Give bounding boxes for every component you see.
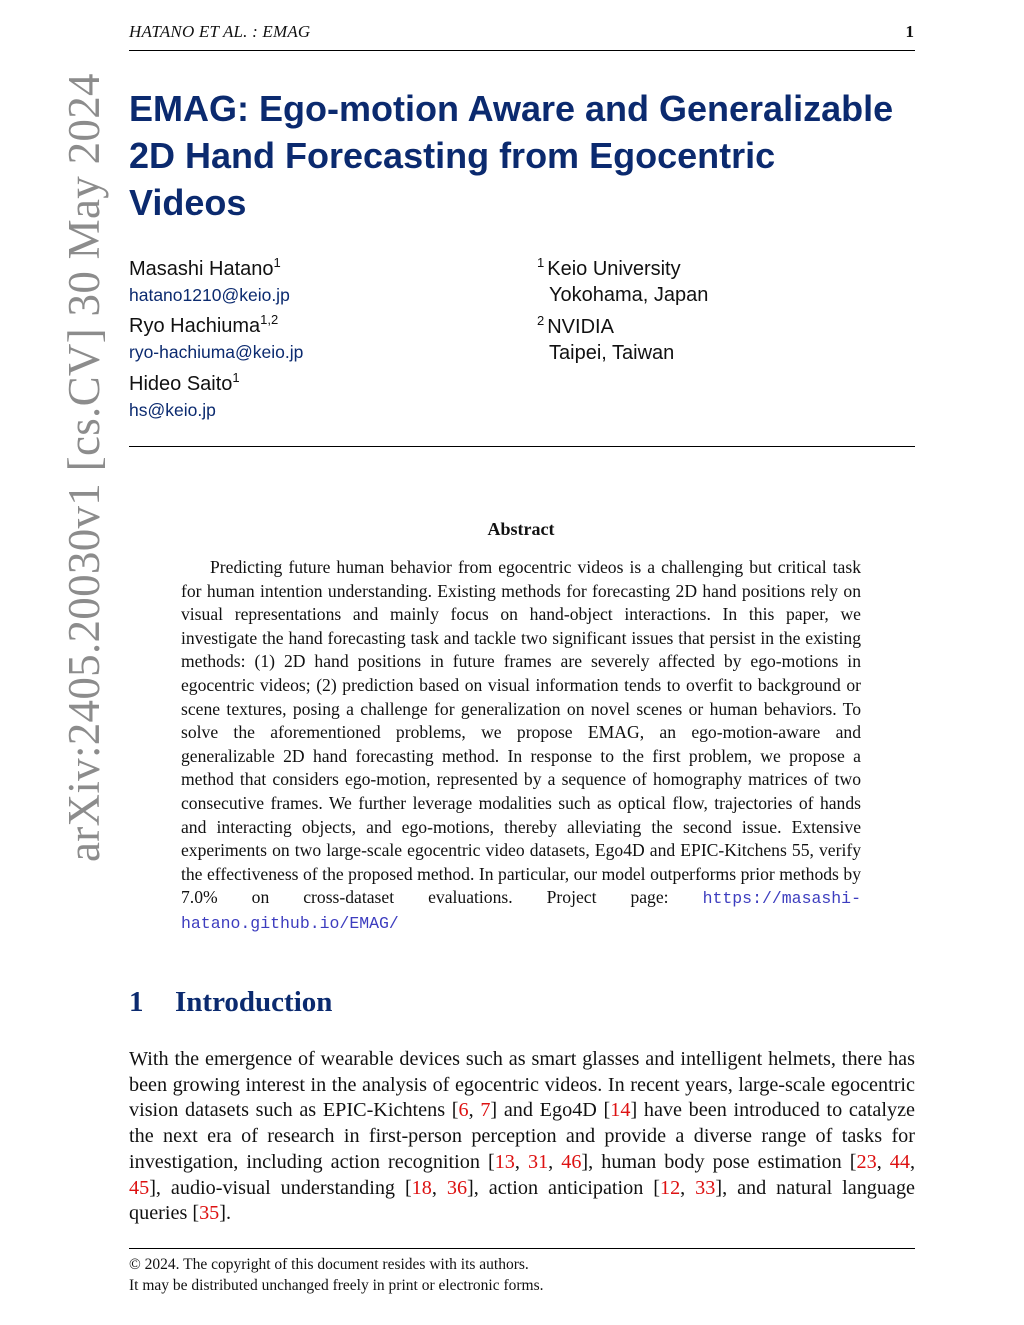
running-head: HATANO ET AL. : EMAG (129, 22, 311, 41)
affiliation-location: Yokohama, Japan (549, 284, 709, 306)
citation-link[interactable]: 23 (856, 1150, 877, 1173)
abstract-text: Predicting future human behavior from egocentric videos is a challenging but critical task for human intention understanding. Existing methods for forecasting 2D hand positions rely on visual representations and mainly focus on hand-object interactions. In this paper, we investigate the hand forecasting task and tackle two significant issues that persist in the existing methods: (1) 2D hand positions in future frames are severely affected by ego-motions in egocentric videos; (2) prediction based on visual information tends to overfit to background or scene textures, posing a challenge for generalization on novel scenes or human behaviors. To solve the aforementioned problems, we propose EMAG, an ego-motion-aware and generalizable 2D hand forecasting method. In response to the first problem, we propose a method that considers ego-motion, represented by a sequence of homography matrices of two consecutive frames. We further leverage modalities such as optical flow, trajectories of hands and interacting objects, and ego-motions, thereby alleviating the second issue. Extensive experiments on two large-scale egocentric video datasets, Ego4D and EPIC-Kitchens 55, verify the effectiveness of the proposed method. In particular, our model outperforms prior methods by 7.0% on cross-dataset evaluations. (181, 557, 861, 908)
citation-link[interactable]: 12 (659, 1176, 681, 1199)
title-line: 2D Hand Forecasting from Egocentric (129, 135, 776, 176)
page-number: 1 (905, 22, 914, 41)
author-email-link[interactable]: hs@keio.jp (129, 400, 216, 420)
paper-title (129, 85, 919, 226)
project-page-label: Project page: (546, 887, 669, 908)
citation-link[interactable]: 45 (129, 1176, 150, 1199)
citation-link[interactable]: 6 (458, 1099, 469, 1122)
citation-link[interactable]: 18 (411, 1176, 432, 1199)
citation-link[interactable]: 35 (199, 1202, 220, 1225)
introduction-paragraph: With the emergence of wearable devices such as smart glasses and intelligent helmets, there has been growing interest in the analysis of egocentric videos. In recent years, large-scale egocentric vision datasets such as EPIC-Kichtens [6, 7] and Ego4D [14] have been introduced to catalyze the next era of research in first-person perception and provide a diverse range of tasks for investigation, including action recognition [13, 31, 46], human body pose estimation [23, 44, 45], audio-visual understanding [18, 36], action anticipation [12, 33], and natural language queries [35]. (129, 1048, 916, 1225)
header-rule (129, 50, 915, 51)
author-name: Hideo Saito$^1$ (129, 370, 240, 395)
author-email-link[interactable]: hatano1210@keio.jp (129, 285, 290, 305)
citation-link[interactable]: 46 (561, 1150, 582, 1173)
copyright-line: © 2024. The copyright of this document resides with its authors. (129, 1256, 529, 1273)
author-name: Ryo Hachiuma$^{1,2}$ (129, 312, 279, 337)
affiliation: $^1$ Keio University (537, 255, 681, 280)
affiliation: $^2$ NVIDIA (537, 313, 614, 338)
citation-link[interactable]: 36 (446, 1176, 468, 1199)
citation-link[interactable]: 14 (610, 1099, 631, 1122)
abstract-body (181, 556, 861, 936)
citation-link[interactable]: 31 (527, 1150, 549, 1173)
project-page-link[interactable]: https://masashi-hatano.github.io/EMAG/ (181, 889, 861, 933)
author-name: Masashi Hatano$^1$ (129, 255, 281, 280)
citation-link[interactable]: 44 (889, 1150, 910, 1173)
footer-rule (129, 1248, 915, 1249)
copyright-footer (129, 1254, 544, 1296)
section-title: Introduction (175, 986, 333, 1018)
section-heading (129, 986, 332, 1019)
affiliation-location: Taipei, Taiwan (549, 342, 675, 364)
citation-link[interactable]: 7 (480, 1099, 491, 1122)
title-line: EMAG: Ego-motion Aware and Generalizable (129, 88, 894, 129)
citation-link[interactable]: 13 (494, 1150, 515, 1173)
citation-link[interactable]: 33 (695, 1176, 716, 1199)
section-number: 1 (129, 986, 144, 1018)
abstract-heading: Abstract (487, 519, 555, 539)
arxiv-identifier[interactable]: arXiv:2405.20030v1 [cs.CV] 30 May 2024 (59, 73, 109, 862)
authors-rule (129, 446, 915, 447)
distribution-line: It may be distributed unchanged freely in print or electronic forms. (129, 1277, 544, 1294)
title-line: Videos (129, 182, 247, 223)
author-email-link[interactable]: ryo-hachiuma@keio.jp (129, 342, 304, 362)
